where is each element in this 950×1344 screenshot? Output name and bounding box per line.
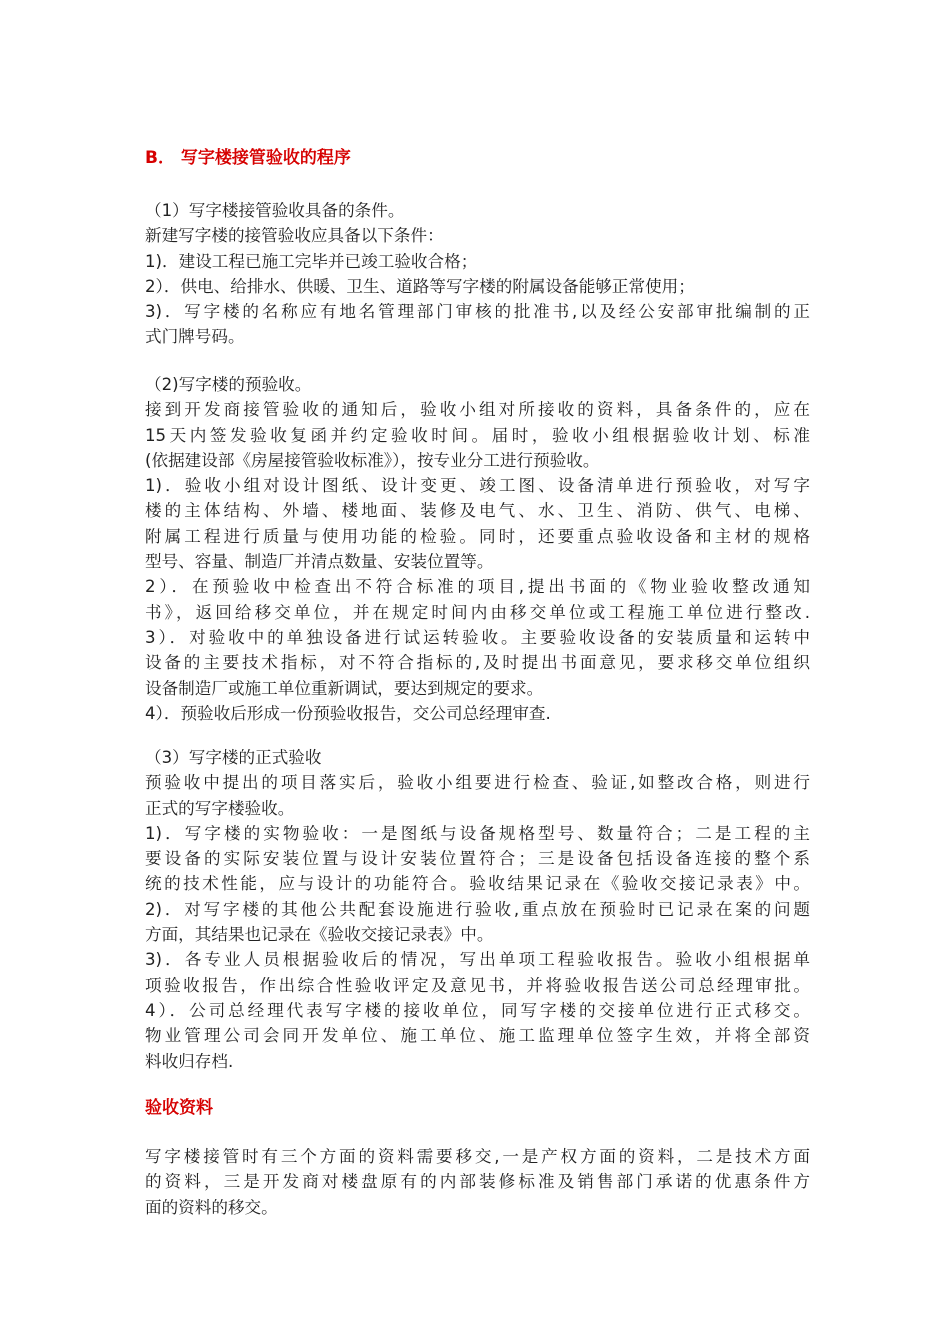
paragraph-line: 3)．写字楼的名称应有地名管理部门审核的批准书,以及经公安部审批编制的正 [145, 302, 810, 322]
section-materials [145, 1144, 810, 1220]
section-1-title: （1）写字楼接管验收具备的条件。 [145, 201, 405, 220]
paragraph-line: 设备制造厂或施工单位重新调试，要达到规定的要求。 [145, 678, 544, 698]
paragraph-line: 3)．各专业人员根据验收后的情况，写出单项工程验收报告。验收小组根据单 [145, 950, 810, 970]
paragraph-line: 4）．预验收后形成一份预验收报告，交公司总经理审查. [145, 703, 551, 723]
paragraph-line: 料收归存档. [145, 1051, 234, 1071]
paragraph-line: 2）．供电、给排水、供暖、卫生、道路等写字楼的附属设备能够正常使用； [145, 276, 695, 296]
section-2-title: （2)写字楼的预验收。 [145, 375, 312, 394]
paragraph-line: 3）．对验收中的单独设备进行试运转验收。主要验收设备的安装质量和运转中 [145, 627, 810, 647]
section-1 [145, 198, 810, 350]
paragraph-line: 新建写字楼的接管验收应具备以下条件： [145, 226, 444, 246]
paragraph-line: 方面，其结果也记录在《验收交接记录表》中。 [145, 925, 494, 945]
section-3-title: （3）写字楼的正式验收 [145, 748, 322, 767]
paragraph-line: 预验收中提出的项目落实后，验收小组要进行检查、验证,如整改合格，则进行 [145, 773, 810, 793]
paragraph-line: 式门牌号码。 [145, 327, 245, 347]
paragraph-line: 接到开发商接管验收的通知后，验收小组对所接收的资料，具备条件的，应在 [145, 400, 810, 420]
paragraph-line: 统的技术性能，应与设计的功能符合。验收结果记录在《验收交接记录表》中。 [145, 874, 810, 894]
paragraph-line: 2）．在预验收中检查出不符合标准的项目,提出书面的《物业验收整改通知 [145, 577, 810, 597]
paragraph-line: 项验收报告，作出综合性验收评定及意见书，并将验收报告送公司总经理审批。 [145, 975, 810, 995]
paragraph-line: 1)．写字楼的实物验收：一是图纸与设备规格型号、数量符合；二是工程的主 [145, 823, 810, 843]
section-3 [145, 745, 810, 1074]
paragraph-line: 2)．对写字楼的其他公共配套设施进行验收,重点放在预验时已记录在案的问题 [145, 899, 810, 919]
paragraph-line: 4）．公司总经理代表写字楼的接收单位，同写字楼的交接单位进行正式移交。 [145, 1000, 810, 1020]
paragraph-line: 写字楼接管时有三个方面的资料需要移交,一是产权方面的资料，二是技术方面 [145, 1147, 810, 1166]
paragraph-line: 型号、容量、制造厂并清点数量、安装位置等。 [145, 552, 494, 572]
paragraph-line: 1)．验收小组对设计图纸、设计变更、竣工图、设备清单进行预验收，对写字 [145, 476, 810, 496]
paragraph-line: 物业管理公司会同开发单位、施工单位、施工监理单位签字生效，并将全部资 [145, 1026, 810, 1046]
paragraph-line: 面的资料的移交。 [145, 1197, 278, 1217]
section-heading-b: B． 写字楼接管验收的程序 [145, 148, 351, 168]
paragraph-line: 楼的主体结构、外墙、楼地面、装修及电气、水、卫生、消防、供气、电梯、 [145, 501, 810, 521]
paragraph-line: 附属工程进行质量与使用功能的检验。同时，还要重点验收设备和主材的规格 [145, 526, 810, 546]
paragraph-line: 设备的主要技术指标，对不符合指标的,及时提出书面意见，要求移交单位组织 [145, 653, 810, 673]
paragraph-line: 15天内签发验收复函并约定验收时间。届时，验收小组根据验收计划、标准 [145, 425, 810, 445]
paragraph-line: 要设备的实际安装位置与设计安装位置符合；三是设备包括设备连接的整个系 [145, 849, 810, 869]
paragraph-line: 1)．建设工程已施工完毕并已竣工验收合格； [145, 251, 478, 271]
paragraph-line: 书》，返回给移交单位，并在规定时间内由移交单位或工程施工单位进行整改. [145, 602, 810, 622]
paragraph-line: 正式的写字楼验收。 [145, 798, 295, 818]
paragraph-line: (依据建设部《房屋接管验收标准》），按专业分工进行预验收。 [145, 450, 600, 470]
section-heading-materials: 验收资料 [145, 1098, 213, 1118]
paragraph-line: 的资料，三是开发商对楼盘原有的内部装修标准及销售部门承诺的优惠条件方 [145, 1172, 810, 1192]
section-2 [145, 372, 810, 726]
